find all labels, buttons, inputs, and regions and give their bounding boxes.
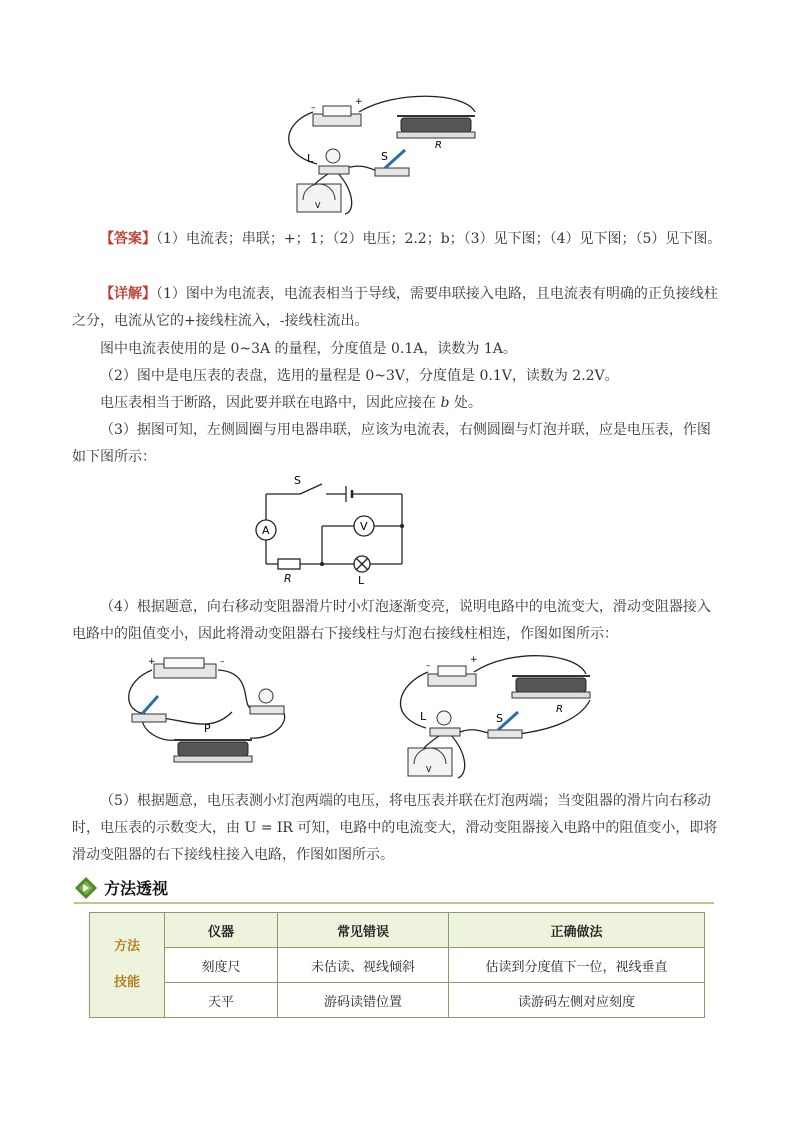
top-label-R: R bbox=[435, 140, 442, 151]
top-meter-label: V bbox=[315, 201, 321, 210]
schematic-label-V: V bbox=[360, 520, 368, 533]
schematic-figure bbox=[250, 470, 420, 590]
br-meter-label: V bbox=[426, 765, 432, 774]
answer-tag: 【答案】 bbox=[100, 231, 156, 247]
detail-paragraph-1 bbox=[72, 281, 722, 335]
detail-p4-c: 处。 bbox=[449, 395, 482, 411]
table-cell: 估读到分度值下一位，视线垂直 bbox=[449, 948, 705, 983]
bottom-left-circuit-figure bbox=[122, 652, 297, 777]
schematic-label-R: R bbox=[284, 572, 292, 585]
table-side-label-1: 方法 bbox=[113, 939, 140, 954]
table-cell: 天平 bbox=[165, 983, 278, 1018]
br-label-R: R bbox=[556, 704, 563, 715]
answer-paragraph bbox=[72, 226, 722, 253]
top-label-L: L bbox=[307, 152, 314, 165]
table-row bbox=[90, 983, 705, 1018]
table-cell: 未估读、视线倾斜 bbox=[278, 948, 449, 983]
method-heading-title: 方法透视 bbox=[104, 879, 169, 898]
schematic-label-A: A bbox=[262, 524, 270, 537]
br-battery-plus: + bbox=[470, 655, 478, 665]
bl-battery-minus: – bbox=[220, 657, 225, 667]
table-cell: 刻度尺 bbox=[165, 948, 278, 983]
table-header-correct: 正确做法 bbox=[449, 913, 705, 948]
top-label-S: S bbox=[381, 150, 388, 163]
table-row bbox=[90, 948, 705, 983]
answer-text: （1）电流表；串联；+；1；（2）电压；2.2；b；（3）见下图；（4）见下图；（5）见下图。 bbox=[156, 231, 722, 247]
table-side-label bbox=[90, 913, 165, 1018]
detail-p4-b: b bbox=[440, 395, 450, 411]
detail-paragraph-4 bbox=[72, 390, 722, 417]
detail-paragraph-3: （2）图中是电压表的表盘，选用的量程是 0~3V，分度值是 0.1V，读数为 2.2V。 bbox=[100, 368, 619, 384]
table-header-error: 常见错误 bbox=[278, 913, 449, 948]
bl-label-P: P bbox=[204, 722, 211, 735]
battery-plus: + bbox=[355, 97, 363, 107]
br-label-L: L bbox=[420, 710, 427, 723]
table-cell: 读游码左侧对应刻度 bbox=[449, 983, 705, 1018]
method-table bbox=[89, 912, 705, 1018]
schematic-label-L: L bbox=[358, 574, 365, 587]
br-label-S: S bbox=[496, 712, 503, 725]
detail-p1-text: （1）图中为电流表，电流表相当于导线，需要串联接入电路，且电流表有明确的正负接线柱之分，电流从它的+接线柱流入，-接线柱流出。 bbox=[72, 286, 718, 329]
top-circuit-figure bbox=[275, 92, 505, 222]
schematic-label-S: S bbox=[294, 474, 301, 487]
table-side-label-2: 技能 bbox=[113, 975, 140, 990]
bl-battery-plus: + bbox=[148, 657, 156, 667]
method-heading bbox=[74, 874, 714, 904]
diamond-badge-icon bbox=[74, 876, 98, 900]
bottom-right-circuit-figure bbox=[380, 650, 610, 785]
battery-minus: – bbox=[311, 103, 316, 113]
detail-paragraph-2: 图中电流表使用的是 0~3A 的量程，分度值是 0.1A，读数为 1A。 bbox=[100, 341, 517, 357]
table-header-instrument: 仪器 bbox=[165, 913, 278, 948]
br-battery-minus: – bbox=[426, 661, 431, 671]
table-header-row bbox=[90, 913, 705, 948]
detail-paragraph-6: （4）根据题意，向右移动变阻器滑片时小灯泡逐渐变亮，说明电路中的电流变大，滑动变阻器接入电路中的阻值变小，因此将滑动变阻器右下接线柱与灯泡右接线柱相连，作图如图所示： bbox=[72, 599, 711, 642]
detail-p4-a: 电压表相当于断路，因此要并联在电路中，因此应接在 bbox=[100, 395, 441, 411]
detail-tag: 【详解】 bbox=[100, 286, 156, 302]
method-heading-underline bbox=[74, 902, 714, 904]
table-cell: 游码读错位置 bbox=[278, 983, 449, 1018]
detail-paragraph-7: （5）根据题意，电压表测小灯泡两端的电压，将电压表并联在灯泡两端；当变阻器的滑片向右移动时，电压表的示数变大，由 U = IR 可知，电路中的电流变大，滑动变阻器接入电路中的阻值变小，即将滑动变阻器的右下接线柱接入电路，作图如图所示。 bbox=[72, 793, 718, 863]
detail-paragraph-5: （3）据图可知，左侧圆圈与用电器串联，应该为电流表，右侧圆圈与灯泡并联，应是电压表，作图如下图所示： bbox=[72, 422, 711, 465]
